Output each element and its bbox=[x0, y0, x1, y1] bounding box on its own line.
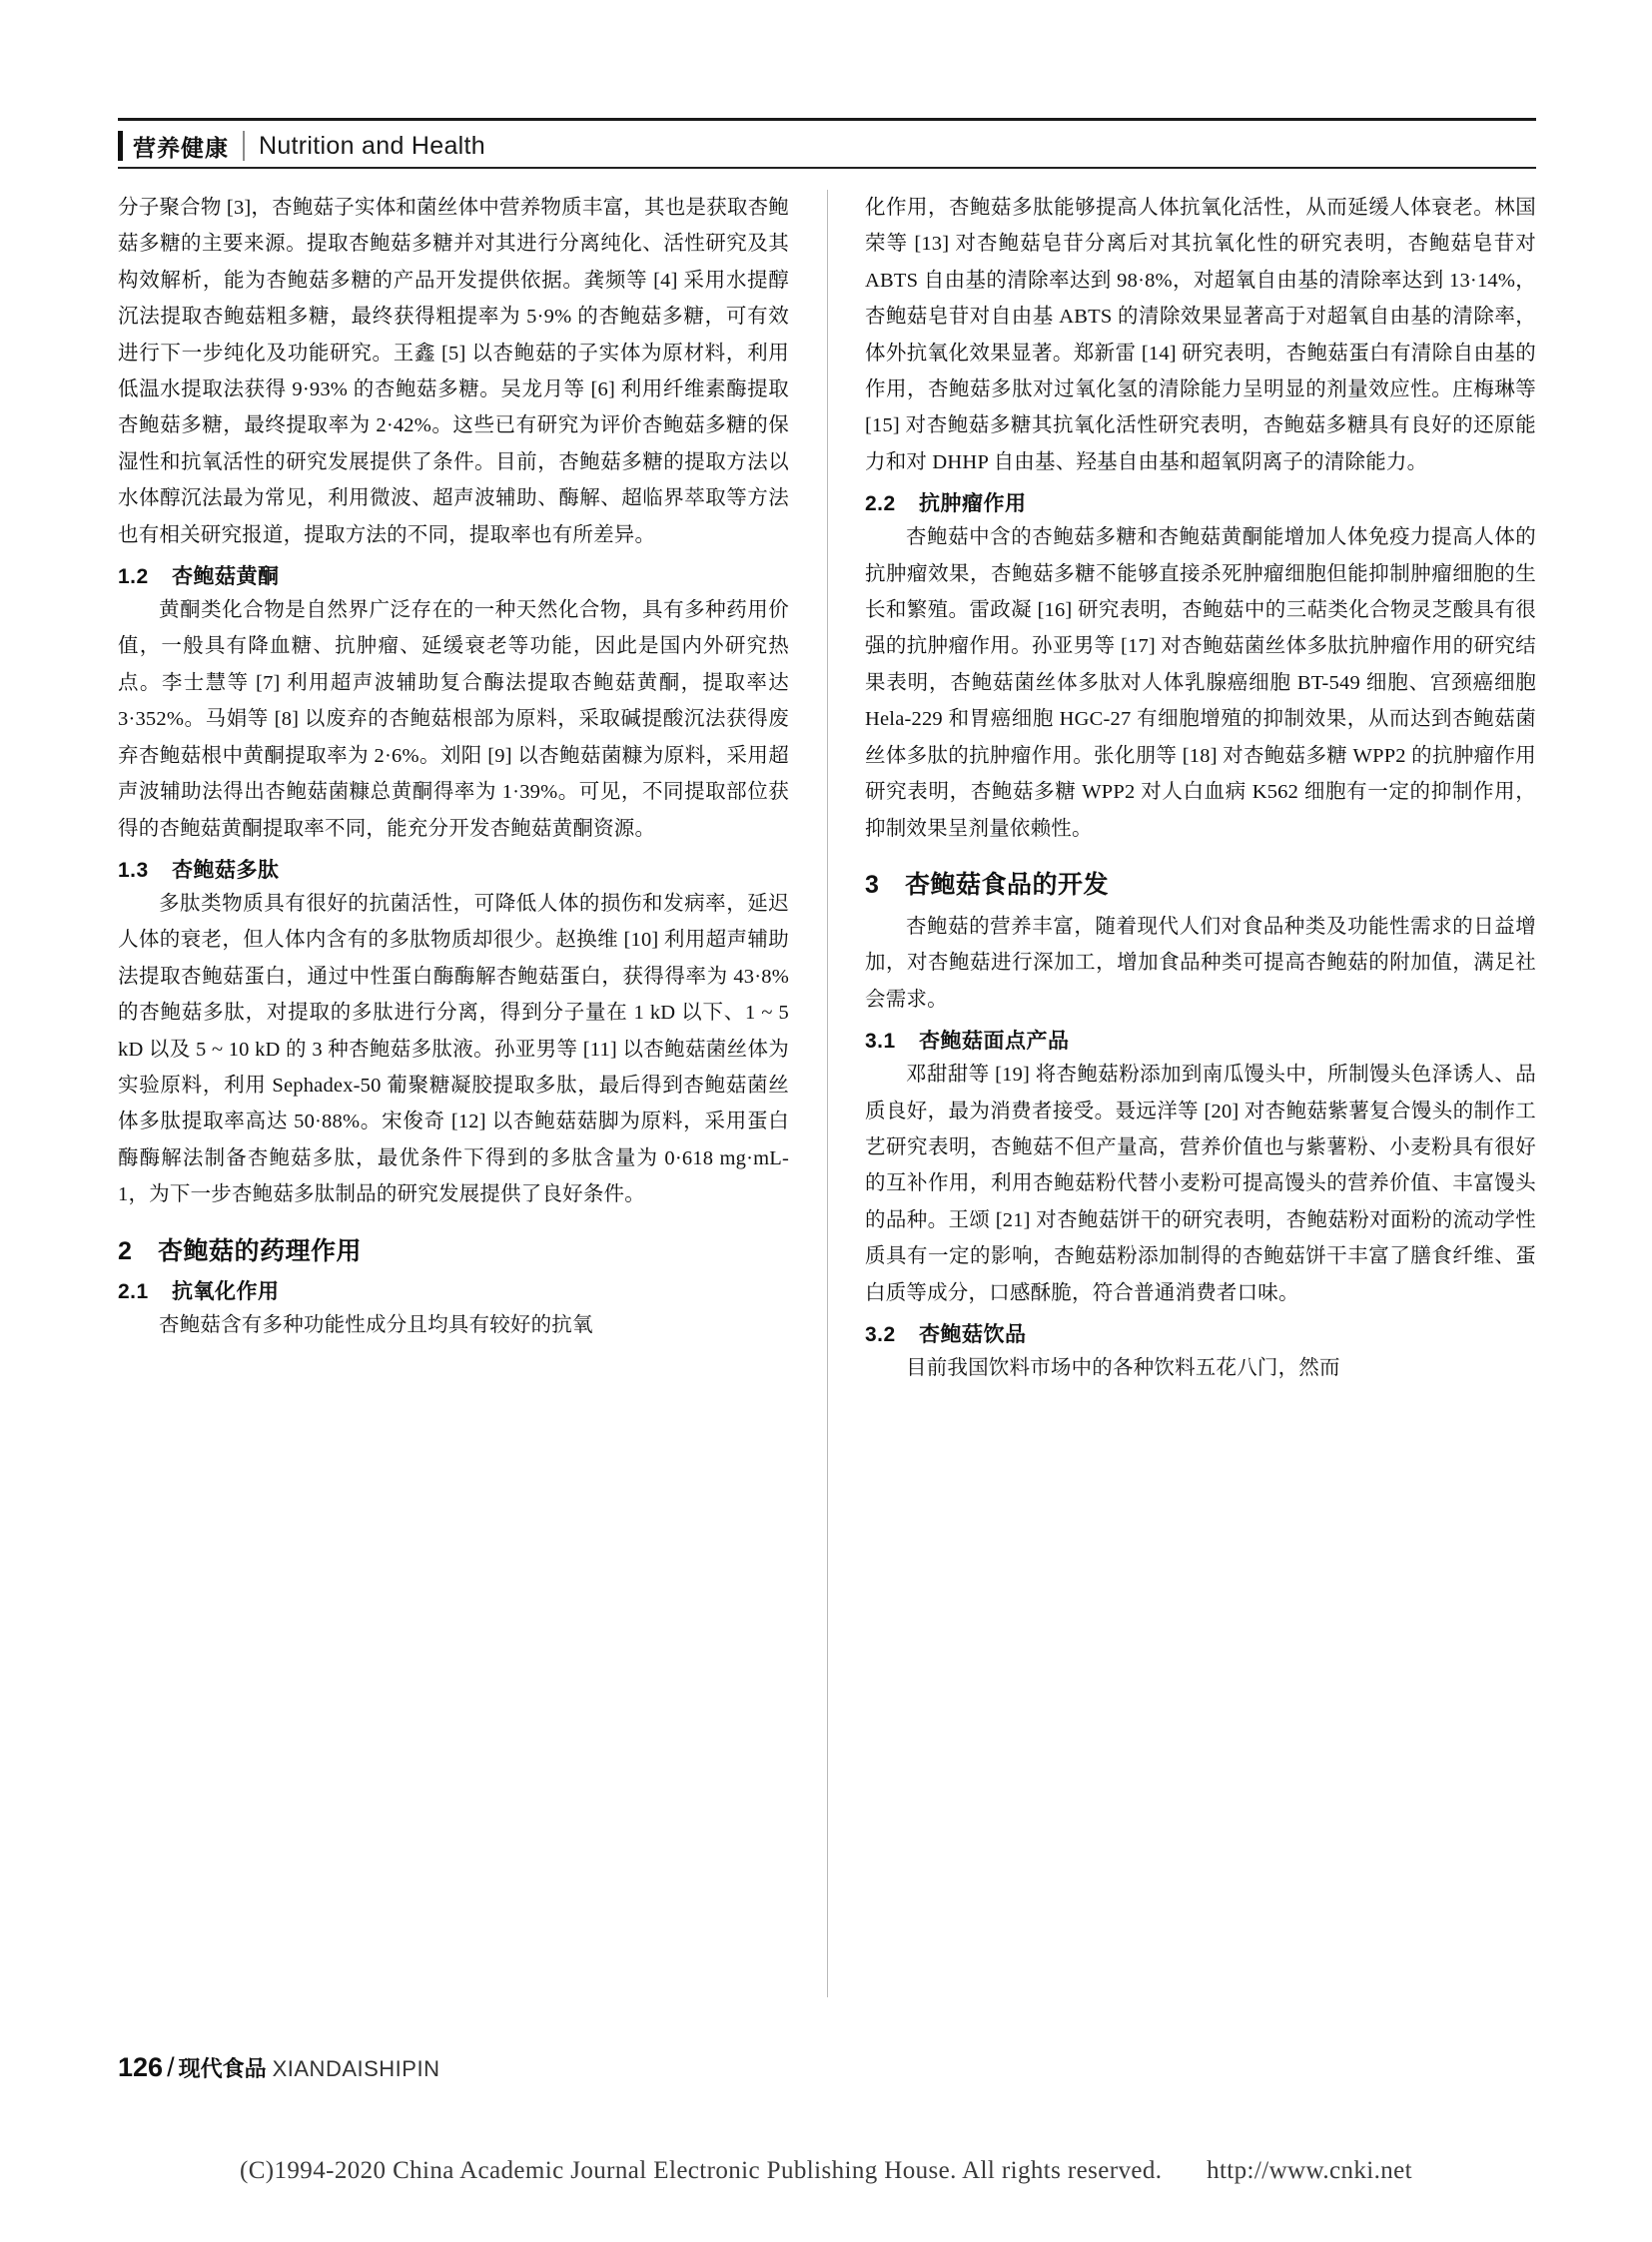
paragraph: 黄酮类化合物是自然界广泛存在的一种天然化合物，具有多种药用价值，一般具有降血糖、抗肿瘤、延缓衰老等功能，因此是国内外研究热点。李士慧等 [7] 利用超声波辅助复合酶法提取杏鲍菇黄酮，提取率达 3·352%。马娟等 [8] 以废弃的杏鲍菇根部为原料，采取碱提酸沉法获得废弃杏鲍菇根中黄酮提取率为 2·6%。刘阳 [9] 以杏鲍菇菌糠为原料，采用超声波辅助法得出杏鲍菇菌糠总黄酮得率为 1·39%。可见，不同提取部位获得的杏鲍菇黄酮提取率不同，能充分开发杏鲍菇黄酮资源。 bbox=[118, 599, 789, 840]
heading-1-3 bbox=[118, 854, 789, 884]
page-footer bbox=[118, 2052, 1536, 2092]
left-column bbox=[118, 190, 789, 1997]
heading-1-2 bbox=[118, 560, 789, 590]
column-divider bbox=[827, 190, 828, 1997]
paragraph: 多肽类物质具有很好的抗菌活性，可降低人体的损伤和发病率，延迟人体的衰老，但人体内含有的多肽物质却很少。赵换维 [10] 利用超声辅助法提取杏鲍菇蛋白，通过中性蛋白酶酶解杏鲍菇蛋白，获得得率为 43·8% 的杏鲍菇多肽，对提取的多肽进行分离，得到分子量在 1 kD 以下、1 ~ 5 kD 以及 5 ~ 10 kD 的 3 种杏鲍菇多肽液。孙亚男等 [11] 以杏鲍菇菌丝体为实验原料，利用 Sephadex-50 葡聚糖凝胶提取多肽，最后得到杏鲍菇菌丝体多肽提取率高达 50·88%。宋俊奇 [12] 以杏鲍菇菇脚为原料，采用蛋白酶酶解法制备杏鲍菇多肽，最优条件下得到的多肽含量为 0·618 mg·mL-1，为下一步杏鲍菇多肽制品的研究发展提供了良好条件。 bbox=[118, 892, 789, 1206]
paragraph: 杏鲍菇的营养丰富，随着现代人们对食品种类及功能性需求的日益增加，对杏鲍菇进行深加工，增加食品种类可提高杏鲍菇的附加值，满足社会需求。 bbox=[865, 915, 1536, 1011]
header-content bbox=[118, 126, 485, 166]
paragraph: 分子聚合物 [3]，杏鲍菇子实体和菌丝体中营养物质丰富，其也是获取杏鲍菇多糖的主要来源。提取杏鲍菇多糖并对其进行分离纯化、活性研究及其构效解析，能为杏鲍菇多糖的产品开发提供依据。龚频等 [4] 采用水提醇沉法提取杏鲍菇粗多糖，最终获得粗提率为 5·9% 的杏鲍菇多糖，可有效进行下一步纯化及功能研究。王鑫 [5] 以杏鲍菇的子实体为原材料，利用低温水提取法获得 9·93% 的杏鲍菇多糖。吴龙月等 [6] 利用纤维素酶提取杏鲍菇多糖，最终提取率为 2·42%。这些已有研究为评价杏鲍菇多糖的保湿性和抗氧活性的研究发展提供了条件。目前，杏鲍菇多糖的提取方法以水体醇沉法最为常见，利用微波、超声波辅助、酶解、超临界萃取等方法也有相关研究报道，提取方法的不同，提取率也有所差异。 bbox=[118, 197, 789, 546]
copyright-notice bbox=[0, 2157, 1652, 2185]
heading-number: 3.1 bbox=[865, 1030, 896, 1054]
heading-title: 杏鲍菇多肽 bbox=[172, 858, 280, 882]
heading-number: 2 bbox=[118, 1236, 133, 1265]
heading-3-1 bbox=[865, 1025, 1536, 1055]
heading-2 bbox=[118, 1231, 789, 1267]
page-header bbox=[118, 118, 1536, 170]
heading-number: 3.2 bbox=[865, 1322, 896, 1346]
page-number: 126 bbox=[118, 2052, 164, 2082]
heading-title: 杏鲍菇黄酮 bbox=[172, 565, 280, 589]
heading-title: 抗氧化作用 bbox=[172, 1279, 280, 1303]
article-columns bbox=[118, 190, 1536, 1997]
copyright-text: (C)1994-2020 China Academic Journal Electronic Publishing House. All rights reserved. bbox=[239, 2157, 1163, 2184]
heading-3 bbox=[865, 865, 1536, 901]
journal-name-en: XIANDAISHIPIN bbox=[272, 2056, 440, 2081]
footer-slash: / bbox=[167, 2052, 175, 2082]
heading-3-2 bbox=[865, 1318, 1536, 1348]
right-column bbox=[865, 190, 1536, 1997]
header-accent-bar bbox=[118, 131, 123, 161]
heading-2-2 bbox=[865, 487, 1536, 517]
journal-name-cn: 现代食品 bbox=[178, 2056, 267, 2081]
heading-number: 2.2 bbox=[865, 492, 896, 516]
heading-2-1 bbox=[118, 1275, 789, 1305]
heading-title: 杏鲍菇的药理作用 bbox=[158, 1236, 363, 1265]
header-category-en: Nutrition and Health bbox=[259, 131, 485, 160]
header-category-cn: 营养健康 bbox=[133, 134, 229, 161]
paragraph: 杏鲍菇中含的杏鲍菇多糖和杏鲍菇黄酮能增加人体免疫力提高人体的抗肿瘤效果，杏鲍菇多糖不能够直接杀死肿瘤细胞但能抑制肿瘤细胞的生长和繁殖。雷政凝 [16] 研究表明，杏鲍菇中的三萜类化合物灵芝酸具有很强的抗肿瘤作用。孙亚男等 [17] 对杏鲍菇菌丝体多肽抗肿瘤作用的研究结果表明，杏鲍菇菌丝体多肽对人体乳腺癌细胞 BT-549 细胞、宫颈癌细胞 Hela-229 和胃癌细胞 HGC-27 有细胞增殖的抑制效果，从而达到杏鲍菇菌丝体多肽的抗肿瘤作用。张化朋等 [18] 对杏鲍菇多糖 WPP2 的抗肿瘤作用研究表明，杏鲍菇多糖 WPP2 对人白血病 K562 细胞有一定的抑制作用，抑制效果呈剂量依赖性。 bbox=[865, 526, 1536, 840]
heading-title: 杏鲍菇面点产品 bbox=[919, 1030, 1070, 1054]
paragraph: 目前我国饮料市场中的各种饮料五花八门，然而 bbox=[906, 1356, 1340, 1379]
copyright-url: http://www.cnki.net bbox=[1207, 2157, 1413, 2184]
heading-title: 抗肿瘤作用 bbox=[919, 492, 1027, 516]
heading-number: 1.3 bbox=[118, 858, 149, 882]
header-rule-top bbox=[118, 118, 1536, 121]
heading-number: 3 bbox=[865, 870, 880, 899]
heading-number: 1.2 bbox=[118, 565, 149, 589]
heading-title: 杏鲍菇食品的开发 bbox=[905, 870, 1110, 899]
header-rule-bottom bbox=[118, 167, 1536, 169]
paragraph: 化作用，杏鲍菇多肽能够提高人体抗氧化活性，从而延缓人体衰老。林国荣等 [13] 对杏鲍菇皂苷分离后对其抗氧化性的研究表明，杏鲍菇皂苷对 ABTS 自由基的清除率达到 98·8%，对超氧自由基的清除率达到 13·14%，杏鲍菇皂苷对自由基 ABTS 的清除效果显著高于对超氧自由基的清除率，体外抗氧化效果显著。郑新雷 [14] 研究表明，杏鲍菇蛋白有清除自由基的作用，杏鲍菇多肽对过氧化氢的清除能力呈明显的剂量效应性。庄梅琳等 [15] 对杏鲍菇多糖其抗氧化活性研究表明，杏鲍菇多糖具有良好的还原能力和对 DHHP 自由基、羟基自由基和超氧阴离子的清除能力。 bbox=[865, 197, 1536, 473]
heading-number: 2.1 bbox=[118, 1279, 149, 1303]
heading-title: 杏鲍菇饮品 bbox=[919, 1322, 1027, 1346]
paragraph: 邓甜甜等 [19] 将杏鲍菇粉添加到南瓜馒头中，所制馒头色泽诱人、品质良好，最为消费者接受。聂远洋等 [20] 对杏鲍菇紫薯复合馒头的制作工艺研究表明，杏鲍菇不但产量高，营养价值也与紫薯粉、小麦粉具有很好的互补作用，利用杏鲍菇粉代替小麦粉可提高馒头的营养价值、丰富馒头的品种。王颂 [21] 对杏鲍菇饼干的研究表明，杏鲍菇粉对面粉的流动学性质具有一定的影响，杏鲍菇粉添加制得的杏鲍菇饼干丰富了膳食纤维、蛋白质等成分，口感酥脆，符合普通消费者口味。 bbox=[865, 1064, 1536, 1304]
header-separator bbox=[243, 131, 245, 161]
paragraph: 杏鲍菇含有多种功能性成分且均具有较好的抗氧 bbox=[159, 1313, 593, 1336]
